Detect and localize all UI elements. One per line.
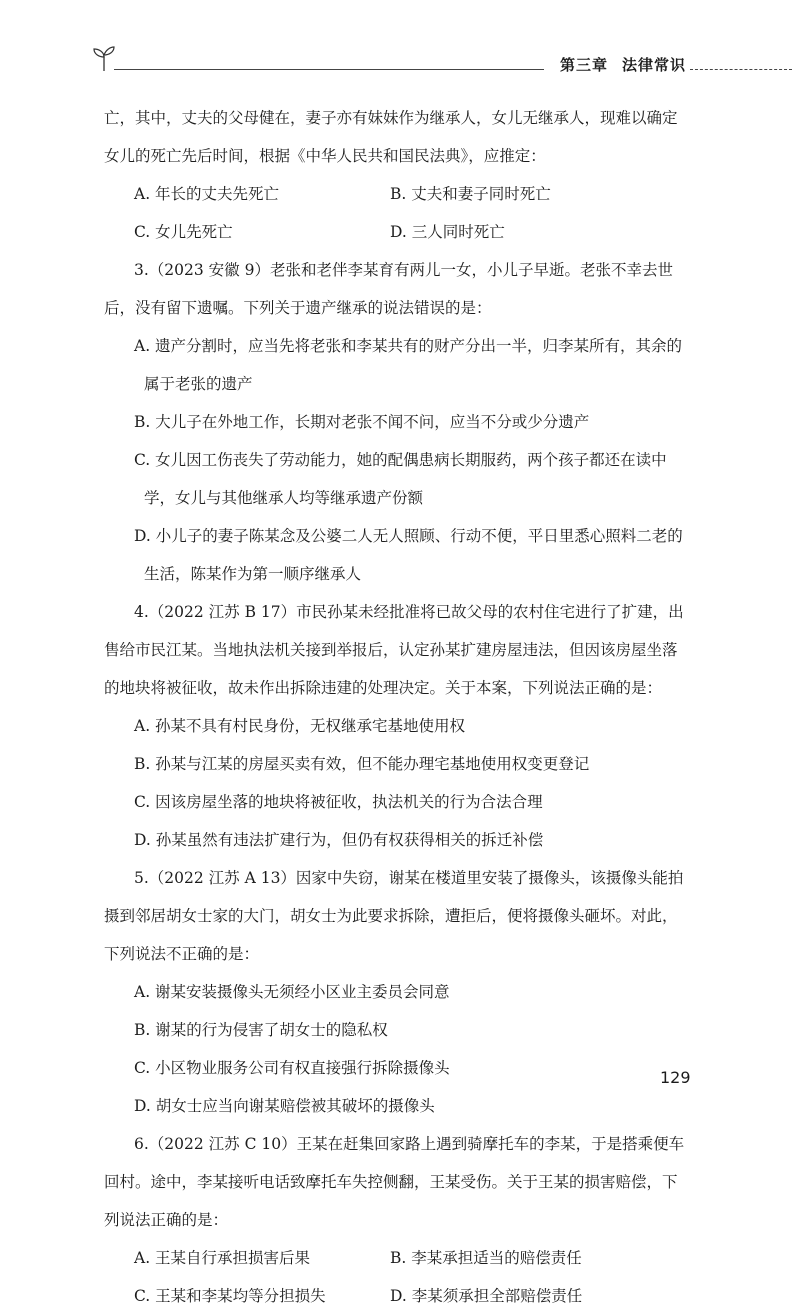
text-line: 亡，其中，丈夫的父母健在，妻子亦有妹妹作为继承人，女儿无继承人，现难以确定 — [104, 109, 678, 127]
option-a-cont: 属于老张的遗产 — [144, 375, 253, 393]
option-b: B. 孙某与江某的房屋买卖有效，但不能办理宅基地使用权变更登记 — [134, 755, 590, 773]
chapter-title — [560, 54, 686, 75]
text-line: 售给市民江某。当地执法机关接到举报后，认定孙某扩建房屋违法，但因该房屋坐落 — [104, 641, 678, 659]
header-rule-right — [690, 69, 792, 70]
option-c: C. 王某和李某均等分担损失 — [134, 1287, 326, 1305]
option-c: C. 小区物业服务公司有权直接强行拆除摄像头 — [134, 1059, 450, 1077]
option-d: D. 孙某虽然有违法扩建行为，但仍有权获得相关的拆迁补偿 — [134, 831, 544, 849]
page-body — [104, 104, 694, 1310]
text-line: 女儿的死亡先后时间，根据《中华人民共和国民法典》，应推定： — [104, 147, 546, 165]
question-4-stem: 4.（2022 江苏 B 17）市民孙某未经批准将已故父母的农村住宅进行了扩建，出 — [134, 603, 684, 621]
option-c: C. 女儿因工伤丧失了劳动能力，她的配偶患病长期服药，两个孩子都还在读中 — [134, 451, 667, 469]
option-b: B. 丈夫和妻子同时死亡 — [390, 185, 551, 203]
option-row — [104, 218, 694, 246]
text-line: 下列说法不正确的是： — [104, 945, 260, 963]
option-d-cont: 生活，陈某作为第一顺序继承人 — [144, 565, 362, 583]
option-d: D. 胡女士应当向谢某赔偿被其破坏的摄像头 — [134, 1097, 435, 1115]
option-row — [104, 1244, 694, 1272]
chapter-number: 第三章 — [560, 56, 609, 74]
option-c: C. 因该房屋坐落的地块将被征收，执法机关的行为合法合理 — [134, 793, 543, 811]
option-row — [104, 1282, 694, 1310]
option-a: A. 遗产分割时，应当先将老张和李某共有的财产分出一半，归李某所有，其余的 — [134, 337, 683, 355]
question-6-stem: 6.（2022 江苏 C 10）王某在赶集回家路上遇到骑摩托车的李某，于是搭乘便车 — [134, 1135, 685, 1153]
option-a: A. 年长的丈夫先死亡 — [134, 185, 280, 203]
option-row — [104, 180, 694, 208]
header-rule-left — [114, 69, 544, 70]
option-c: C. 女儿先死亡 — [134, 223, 233, 241]
question-5-stem: 5.（2022 江苏 A 13）因家中失窃，谢某在楼道里安装了摄像头，该摄像头能拍 — [134, 869, 684, 887]
chapter-name: 法律常识 — [622, 56, 687, 74]
option-b: B. 大儿子在外地工作，长期对老张不闻不问，应当不分或少分遗产 — [134, 413, 590, 431]
text-line: 摄到邻居胡女士家的大门，胡女士为此要求拆除，遭拒后，便将摄像头砸坏。对此， — [104, 907, 678, 925]
option-b: B. 谢某的行为侵害了胡女士的隐私权 — [134, 1021, 388, 1039]
sprout-icon — [92, 44, 116, 76]
text-line: 列说法正确的是： — [104, 1211, 229, 1229]
question-3-stem: 3.（2023 安徽 9）老张和老伴李某育有两儿一女，小儿子早逝。老张不幸去世 — [134, 261, 673, 279]
option-a: A. 王某自行承担损害后果 — [134, 1249, 311, 1267]
option-a: A. 孙某不具有村民身份，无权继承宅基地使用权 — [134, 717, 466, 735]
text-line: 后，没有留下遗嘱。下列关于遗产继承的说法错误的是： — [104, 299, 492, 317]
page-header — [92, 44, 792, 74]
option-a: A. 谢某安装摄像头无须经小区业主委员会同意 — [134, 983, 450, 1001]
text-line: 回村。途中，李某接听电话致摩托车失控侧翻，王某受伤。关于王某的损害赔偿，下 — [104, 1173, 678, 1191]
option-d: D. 李某须承担全部赔偿责任 — [390, 1287, 583, 1305]
option-d: D. 小儿子的妻子陈某念及公婆二人无人照顾、行动不便，平日里悉心照料二老的 — [134, 527, 683, 545]
option-b: B. 李某承担适当的赔偿责任 — [390, 1249, 582, 1267]
option-d: D. 三人同时死亡 — [390, 223, 505, 241]
text-line: 的地块将被征收，故未作出拆除违建的处理决定。关于本案，下列说法正确的是： — [104, 679, 663, 697]
page-number: 129 — [660, 1068, 691, 1087]
option-c-cont: 学，女儿与其他继承人均等继承遗产份额 — [144, 489, 424, 507]
